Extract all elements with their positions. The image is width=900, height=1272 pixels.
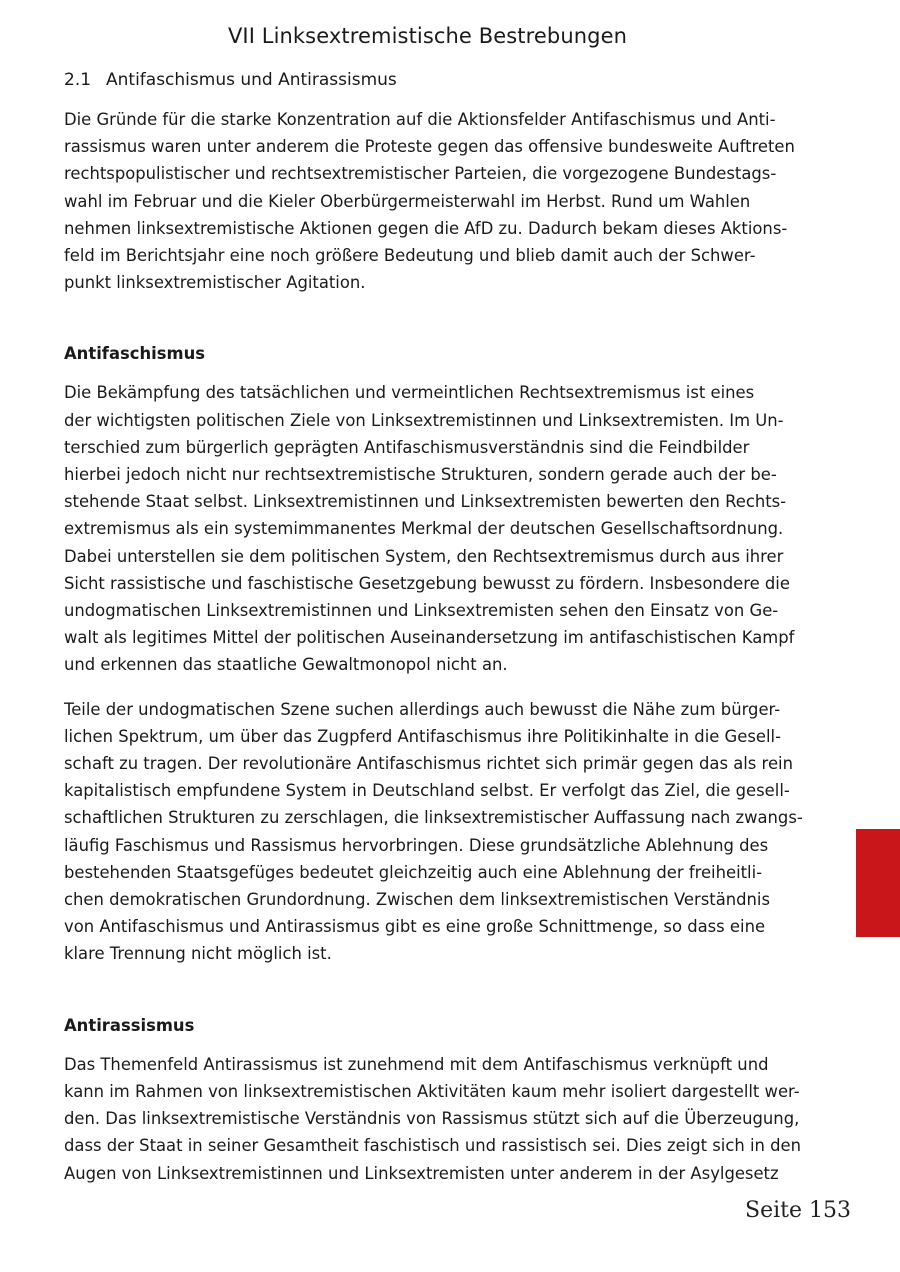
chapter-tab-marker — [856, 829, 900, 937]
antirass-paragraph-1 — [64, 1051, 804, 1187]
chapter-header: VII Linksextremistische Bestrebungen — [227, 24, 628, 48]
antirassismus-heading: Antirassismus — [64, 1015, 195, 1035]
text-line: kapitalistisch empfundene System in Deutschland selbst. Er verfolgt das Ziel, die gesell- — [64, 781, 790, 801]
text-line: von Antifaschismus und Antirassismus gibt es eine große Schnittmenge, so dass eine — [64, 917, 766, 937]
text-line: Sicht rassistische und faschistische Gesetzgebung bewusst zu fördern. Insbesondere die — [64, 573, 790, 593]
text-line: läufig Faschismus und Rassismus hervorbringen. Diese grundsätzliche Ablehnung des — [64, 835, 769, 855]
text-line: walt als legitimes Mittel der politischen Auseinandersetzung im antifaschistischen Kampf — [64, 628, 795, 648]
page-number: Seite 153 — [745, 1198, 851, 1223]
text-line: lichen Spektrum, um über das Zugpferd Antifaschismus ihre Politikinhalte in die Gesell- — [64, 726, 781, 746]
text-line: der wichtigsten politischen Ziele von Linksextremistinnen und Linksextremisten. Im Un- — [64, 410, 784, 430]
text-line: rechtspopulistischer und rechtsextremistischer Parteien, die vorgezogene Bundestags- — [64, 164, 777, 184]
text-line: den. Das linksextremistische Verständnis von Rassismus stützt sich auf die Überzeugung, — [64, 1109, 800, 1129]
antifaschismus-heading: Antifaschismus — [64, 344, 206, 364]
text-line: feld im Berichtsjahr eine noch größere Bedeutung und blieb damit auch der Schwer- — [64, 246, 756, 266]
text-line: hierbei jedoch nicht nur rechtsextremistische Strukturen, sondern gerade auch der be- — [64, 465, 777, 485]
text-line: dass der Staat in seiner Gesamtheit faschistisch und rassistisch sei. Dies zeigt sich in den — [64, 1136, 801, 1156]
text-line: rassismus waren unter anderem die Proteste gegen das offensive bundesweite Auftreten — [64, 137, 795, 157]
text-line: chen demokratischen Grundordnung. Zwischen dem linksextremistischen Verständnis — [64, 890, 771, 910]
text-line: Das Themenfeld Antirassismus ist zunehmend mit dem Antifaschismus verknüpft und — [64, 1054, 769, 1074]
text-line: wahl im Februar und die Kieler Oberbürgermeisterwahl im Herbst. Rund um Wahlen — [64, 191, 751, 211]
text-line: terschied zum bürgerlich geprägten Antifaschismusverständnis sind die Feindbilder — [64, 437, 750, 457]
text-line: und erkennen das staatliche Gewaltmonopol nicht an. — [64, 655, 508, 675]
text-line: undogmatischen Linksextremistinnen und Linksextremisten sehen den Einsatz von Ge- — [64, 601, 779, 621]
text-line: Die Gründe für die starke Konzentration auf die Aktionsfelder Antifaschismus und Anti- — [64, 110, 776, 129]
document-body — [64, 106, 804, 1187]
text-line: extremismus als ein systemimmanentes Merkmal der deutschen Gesellschaftsordnung. — [64, 519, 784, 539]
section-title: Antifaschismus und Antirassismus — [106, 70, 397, 90]
intro-paragraph — [64, 106, 804, 296]
text-line: nehmen linksextremistische Aktionen gegen die AfD zu. Dadurch bekam dieses Aktions- — [64, 218, 788, 238]
text-line: bestehenden Staatsgefüges bedeutet gleichzeitig auch eine Ablehnung der freiheitli- — [64, 862, 763, 882]
text-line: Die Bekämpfung des tatsächlichen und vermeintlichen Rechtsextremismus ist eines — [64, 383, 755, 403]
section-heading — [64, 70, 397, 90]
text-line: Dabei unterstellen sie dem politischen System, den Rechtsextremismus durch aus ihrer — [64, 546, 784, 566]
text-line: Augen von Linksextremistinnen und Linksextremisten unter anderem in der Asylgesetz — [64, 1163, 779, 1183]
text-line: punkt linksextremistischer Agitation. — [64, 273, 366, 293]
text-line: stehende Staat selbst. Linksextremistinnen und Linksextremisten bewerten den Rechts- — [64, 492, 787, 512]
text-line: Teile der undogmatischen Szene suchen allerdings auch bewusst die Nähe zum bürger- — [64, 699, 781, 719]
text-line: schaftlichen Strukturen zu zerschlagen, die linksextremistischer Auffassung nach zwangs- — [64, 808, 803, 828]
antifa-paragraph-2 — [64, 696, 804, 968]
section-number: 2.1 — [64, 70, 92, 90]
antifa-paragraph-1 — [64, 379, 804, 678]
text-line: kann im Rahmen von linksextremistischen Aktivitäten kaum mehr isoliert dargestellt wer- — [64, 1081, 800, 1101]
text-line: schaft zu tragen. Der revolutionäre Antifaschismus richtet sich primär gegen das als rein — [64, 754, 793, 774]
text-line: klare Trennung nicht möglich ist. — [64, 944, 332, 964]
